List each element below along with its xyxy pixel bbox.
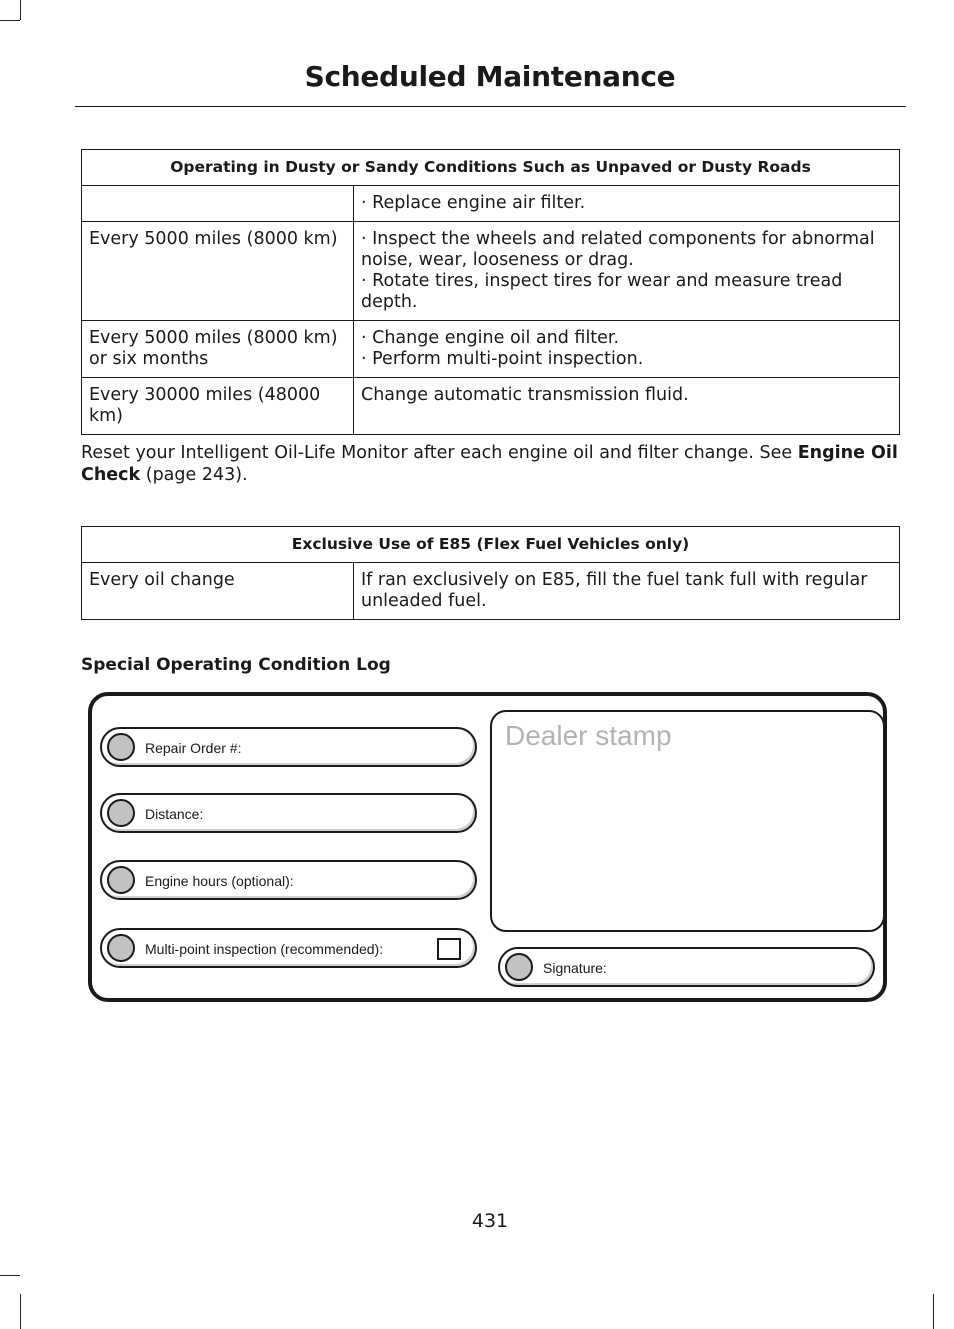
table-row (82, 186, 900, 222)
dealer-stamp-box (490, 710, 885, 932)
field-label: Repair Order #: (145, 740, 242, 756)
task-line: · Rotate tires, inspect tires for wear and measure tread depth. (361, 271, 843, 312)
task-line: Change automatic transmission fluid. (361, 385, 689, 405)
tasks-cell (354, 321, 900, 378)
oil-monitor-note (81, 442, 903, 486)
e85-table (81, 526, 900, 620)
field-label: Multi-point inspection (recommended): (145, 941, 384, 957)
inspection-checkbox[interactable] (437, 938, 461, 960)
field-bullet-icon (107, 866, 135, 894)
table-row (82, 378, 900, 435)
tasks-cell (354, 222, 900, 321)
crop-mark (20, 0, 21, 20)
engine-oil-check-link[interactable]: Engine Oil Check (81, 443, 898, 485)
table-header-row (82, 527, 900, 563)
field-label: Engine hours (optional): (145, 873, 294, 889)
task-line: · Replace engine air filter. (361, 193, 586, 213)
crop-mark (20, 1294, 21, 1329)
page-title: Scheduled Maintenance (304, 60, 676, 93)
crop-mark (933, 1294, 934, 1329)
task-line: · Inspect the wheels and related components for abnormal noise, wear, looseness or drag. (361, 229, 875, 270)
table-header: Exclusive Use of E85 (Flex Fuel Vehicles only) (82, 527, 900, 563)
field-bullet-icon (107, 799, 135, 827)
task-line: · Change engine oil and filter. (361, 328, 620, 348)
signature-field[interactable] (498, 947, 875, 987)
table-row (82, 222, 900, 321)
interval-cell: Every 30000 miles (48000 km) (82, 378, 354, 435)
dusty-conditions-table (81, 149, 900, 435)
tasks-cell (354, 186, 900, 222)
interval-cell: Every oil change (82, 563, 354, 620)
crop-mark (0, 20, 20, 21)
interval-cell: Every 5000 miles (8000 km) or six months (82, 321, 354, 378)
inspection-field (100, 928, 477, 968)
note-suffix: (page 243). (140, 465, 248, 485)
field-label: Signature: (543, 960, 607, 976)
page-number: 431 (471, 1210, 509, 1232)
note-text: Reset your Intelligent Oil-Life Monitor after each engine oil and filter change. See (81, 443, 798, 463)
table-header-row (82, 150, 900, 186)
tasks-cell (354, 563, 900, 620)
field-bullet-icon (107, 934, 135, 962)
field-label: Distance: (145, 806, 204, 822)
condition-log-form (88, 692, 887, 1002)
interval-cell: Every 5000 miles (8000 km) (82, 222, 354, 321)
title-divider (75, 106, 906, 107)
task-line: If ran exclusively on E85, fill the fuel tank full with regular unleaded fuel. (361, 570, 868, 611)
dealer-stamp-label: Dealer stamp (505, 720, 672, 751)
repair-order-field[interactable] (100, 727, 477, 767)
crop-mark (0, 1275, 20, 1276)
table-row (82, 321, 900, 378)
log-heading: Special Operating Condition Log (81, 655, 391, 675)
field-bullet-icon (505, 953, 533, 981)
distance-field[interactable] (100, 793, 477, 833)
engine-hours-field[interactable] (100, 860, 477, 900)
table-header: Operating in Dusty or Sandy Conditions Such as Unpaved or Dusty Roads (82, 150, 900, 186)
field-bullet-icon (107, 733, 135, 761)
tasks-cell (354, 378, 900, 435)
task-line: · Perform multi-point inspection. (361, 349, 644, 369)
interval-cell (82, 186, 354, 222)
table-row (82, 563, 900, 620)
